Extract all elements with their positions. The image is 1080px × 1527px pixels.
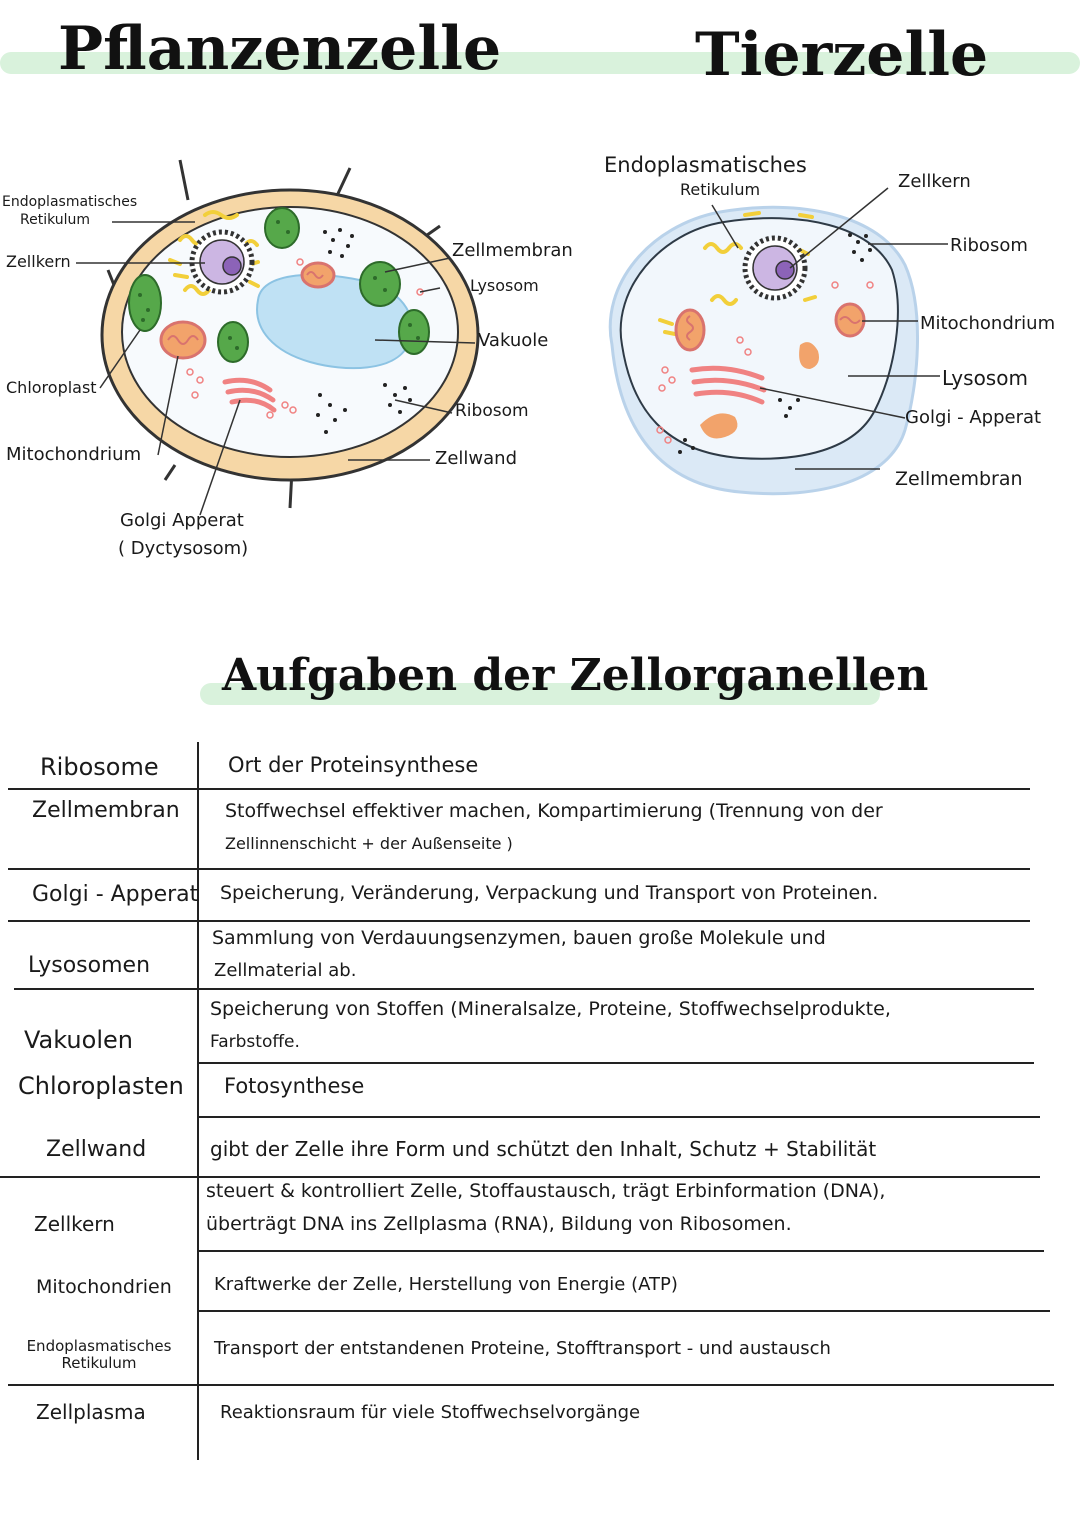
tasks-title: Aufgaben der Zellorganellen	[222, 650, 929, 701]
table-row-text: Speicherung, Veränderung, Verpackung und Transport von Proteinen.	[220, 882, 879, 904]
table-row-text: Farbstoffe.	[210, 1032, 300, 1052]
animal-label-er-line1: Endoplasmatisches	[604, 153, 807, 177]
table-row-text: Stoffwechsel effektiver machen, Kompartimierung (Trennung von der	[225, 800, 883, 822]
table-divider	[8, 868, 1030, 870]
table-row-text: steuert & kontrolliert Zelle, Stoffaustausch, trägt Erbinformation (DNA),	[206, 1180, 886, 1202]
animal-label-golgi: Golgi - Apperat	[905, 407, 1042, 428]
plant-title: Pflanzenzelle	[58, 14, 502, 84]
table-row-name: Chloroplasten	[18, 1072, 184, 1100]
plant-label-mitochondrium: Mitochondrium	[6, 444, 142, 465]
animal-label-er-line2: Retikulum	[680, 180, 761, 199]
table-row-name: Zellplasma	[36, 1400, 146, 1424]
animal-label-ribosome: Ribosom	[950, 235, 1028, 256]
table-divider	[8, 788, 1030, 790]
plant-label-membrane: Zellmembran	[452, 240, 573, 261]
table-divider	[198, 1116, 1040, 1118]
table-row-text: Ort der Proteinsynthese	[228, 753, 479, 777]
animal-label-lysosome: Lysosom	[942, 366, 1028, 390]
animal-cell	[610, 188, 948, 494]
table-divider	[198, 1310, 1050, 1312]
table-row-name: Ribosome	[40, 753, 159, 781]
table-divider	[198, 1062, 1034, 1064]
table-row-name: Zellkern	[34, 1212, 115, 1236]
plant-label-vacuole: Vakuole	[478, 330, 549, 351]
table-row-name: Lysosomen	[28, 953, 151, 978]
table-divider	[8, 920, 1030, 922]
plant-label-lysosome: Lysosom	[470, 276, 539, 295]
plant-label-wall: Zellwand	[435, 448, 517, 469]
plant-label-er-line1: Endoplasmatisches	[2, 194, 138, 210]
table-row-name: Mitochondrien	[36, 1276, 172, 1298]
table-row-text: Reaktionsraum für viele Stoffwechselvorgänge	[220, 1402, 641, 1423]
table-row-text: Zellinnenschicht + der Außenseite )	[225, 834, 513, 853]
table-row-name: Zellwand	[46, 1137, 147, 1162]
table-row-text: Fotosynthese	[224, 1074, 365, 1098]
plant-label-er-line2: Retikulum	[20, 212, 91, 228]
table-row-text: Kraftwerke der Zelle, Herstellung von Energie (ATP)	[214, 1274, 678, 1295]
table-row-text: Speicherung von Stoffen (Mineralsalze, Proteine, Stoffwechselprodukte,	[210, 998, 891, 1020]
plant-label-nucleus: Zellkern	[6, 252, 71, 271]
table-row-text: Zellmaterial ab.	[214, 960, 357, 981]
table-divider	[8, 1384, 1054, 1386]
table-row-name: Vakuolen	[24, 1026, 133, 1054]
table-row-text: gibt der Zelle ihre Form und schützt den Inhalt, Schutz + Stabilität	[210, 1137, 877, 1161]
table-divider	[198, 1250, 1044, 1252]
table-row-name: Golgi - Apperat	[32, 882, 199, 907]
table-row-text: Sammlung von Verdauungsenzymen, bauen große Molekule und	[212, 927, 826, 949]
plant-label-ribosome: Ribosom	[455, 401, 529, 421]
plant-label-chloroplast: Chloroplast	[6, 378, 97, 397]
animal-label-membrane: Zellmembran	[895, 468, 1023, 490]
table-row-text: Transport der entstandenen Proteine, Stofftransport - und austausch	[214, 1338, 831, 1359]
table-divider	[0, 1176, 1040, 1178]
table-divider	[14, 988, 1034, 990]
animal-label-nucleus: Zellkern	[898, 171, 971, 192]
table-row-name: Endoplasmatisches Retikulum	[26, 1337, 172, 1372]
plant-label-golgi-line1: Golgi Apperat	[120, 510, 244, 531]
animal-title: Tierzelle	[695, 20, 989, 90]
animal-label-mitochondrium: Mitochondrium	[920, 313, 1056, 334]
table-row-name: Zellmembran	[32, 798, 180, 823]
table-row-text: überträgt DNA ins Zellplasma (RNA), Bildung von Ribosomen.	[206, 1213, 792, 1235]
plant-label-golgi-line2: ( Dyctysosom)	[118, 538, 249, 559]
table-vertical-line	[197, 742, 199, 1460]
